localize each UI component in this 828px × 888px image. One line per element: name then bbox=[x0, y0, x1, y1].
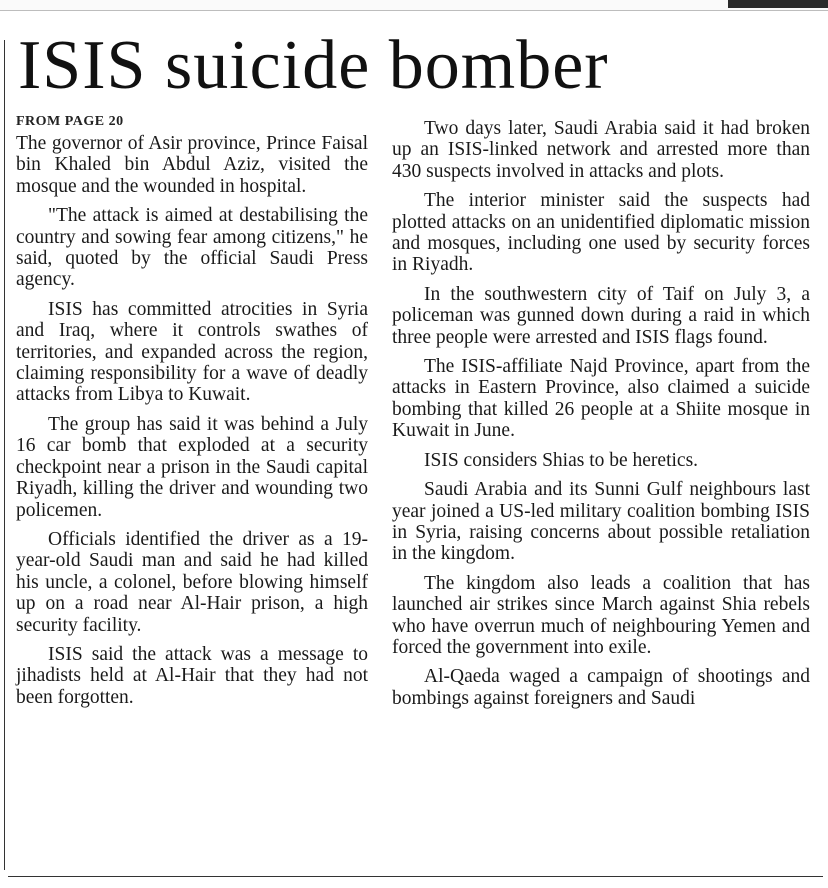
paragraph: Officials identified the driver as a 19-year-old Saudi man and said he had killed his uncle, a colonel, before blowing himself up on a road near Al-Hair prison, a high security facility. bbox=[16, 528, 368, 636]
article-column-right bbox=[392, 118, 810, 717]
paragraph: In the southwestern city of Taif on July 3, a policeman was gunned down during a raid in which three people were arrested and ISIS flags found. bbox=[392, 283, 810, 348]
page-top-edge bbox=[0, 0, 828, 11]
paragraph: ISIS said the attack was a message to jihadists held at Al-Hair that they had not been forgotten. bbox=[16, 643, 368, 708]
column-left-rule bbox=[4, 40, 5, 870]
paragraph: The governor of Asir province, Prince Faisal bin Khaled bin Abdul Aziz, visited the mosque and the wounded in hospital. bbox=[16, 133, 368, 197]
page-top-edge-mark bbox=[728, 0, 828, 8]
paragraph: Saudi Arabia and its Sunni Gulf neighbours last year joined a US-led military coalition bombing ISIS in Syria, raising concerns about possible retaliation in the kingdom. bbox=[392, 479, 810, 565]
paragraph: The interior minister said the suspects had plotted attacks on an unidentified diplomatic mission and mosques, including one used by security forces in Riyadh. bbox=[392, 190, 810, 276]
paragraph: Two days later, Saudi Arabia said it had broken up an ISIS-linked network and arrested more than 430 suspects involved in attacks and plots. bbox=[392, 118, 810, 182]
paragraph: Al-Qaeda waged a campaign of shootings and bombings against foreigners and Saudi bbox=[392, 666, 810, 709]
paragraph: The group has said it was behind a July 16 car bomb that exploded at a security checkpoint near a prison in the Saudi capital Riyadh, killing the driver and wounding two policemen. bbox=[16, 413, 368, 521]
paragraph: ISIS considers Shias to be heretics. bbox=[424, 449, 699, 471]
bottom-divider bbox=[8, 876, 823, 877]
paragraph: The kingdom also leads a coalition that has launched air strikes since March against Shia rebels who have overrun much of neighbouring Yemen and forced the government into exile. bbox=[392, 572, 810, 658]
paragraph: The ISIS-affiliate Najd Province, apart from the attacks in Eastern Province, also claimed a suicide bombing that killed 26 people at a Shiite mosque in Kuwait in June. bbox=[392, 356, 810, 442]
paragraph: "The attack is aimed at destabilising the country and sowing fear among citizens," he said, quoted by the official Saudi Press agency. bbox=[16, 205, 368, 291]
paragraph: ISIS has committed atrocities in Syria and Iraq, where it controls swathes of territories, and expanded across the region, claiming responsibility for a wave of deadly attacks from Libya to Kuwait. bbox=[16, 298, 368, 406]
continued-from-label: FROM PAGE 20 bbox=[16, 114, 124, 129]
article-headline: ISIS suicide bomber bbox=[18, 27, 609, 104]
article-column-left bbox=[16, 114, 368, 716]
